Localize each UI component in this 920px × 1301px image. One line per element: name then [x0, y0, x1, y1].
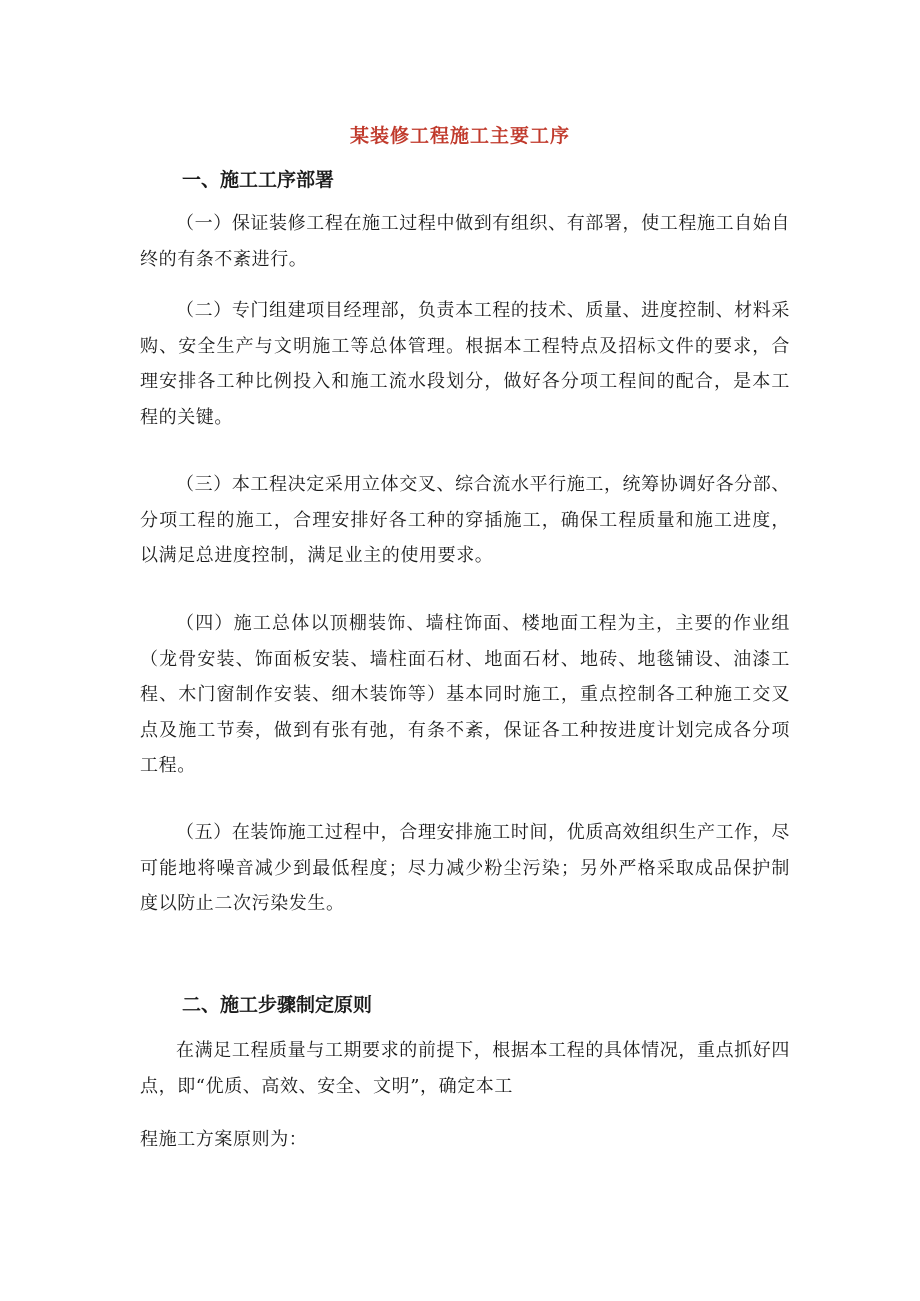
- document-title: 某装修工程施工主要工序: [349, 125, 570, 147]
- paragraph-1: （一）保证装修工程在施工过程中做到有组织、有部署，使工程施工自始自终的有条不紊进行。: [140, 213, 790, 270]
- paragraph-3: （三）本工程决定采用立体交叉、综合流水平行施工，统筹协调好各分部、分项工程的施工，合理安排好各工种的穿插施工，确保工程质量和施工进度，以满足总进度控制，满足业主的使用要求。: [140, 474, 790, 566]
- paragraph-5: （五）在装饰施工过程中，合理安排施工时间，优质高效组织生产工作，尽可能地将噪音减少到最低程度；尽力减少粉尘污染；另外严格采取成品保护制度以防止二次污染发生。: [140, 822, 790, 914]
- section-heading-deployment: 一、施工工序部署: [182, 169, 335, 191]
- section-heading-principles: 二、施工步骤制定原则: [182, 994, 373, 1016]
- paragraph-4: （四）施工总体以顶棚装饰、墙柱饰面、楼地面工程为主，主要的作业组（龙骨安装、饰面板安装、墙柱面石材、地面石材、地砖、地毯铺设、油漆工程、木门窗制作安装、细木装饰等）基本同时施工，重点控制各工种施工交叉点及施工节奏，做到有张有弛，有条不紊，保证各工种按进度计划完成各分项工程。: [140, 613, 790, 776]
- paragraph-2: （二）专门组建项目经理部，负责本工程的技术、质量、进度控制、材料采购、安全生产与文明施工等总体管理。根据本工程特点及招标文件的要求，合理安排各工种比例投入和施工流水段划分，做好各分项工程间的配合，是本工程的关键。: [140, 300, 790, 428]
- paragraph-principles: 在满足工程质量与工期要求的前提下，根据本工程的具体情况，重点抓好四点，即“优质、高效、安全、文明”，确定本工: [140, 1040, 790, 1097]
- paragraph-principles-continuation: 程施工方案原则为：: [140, 1129, 308, 1150]
